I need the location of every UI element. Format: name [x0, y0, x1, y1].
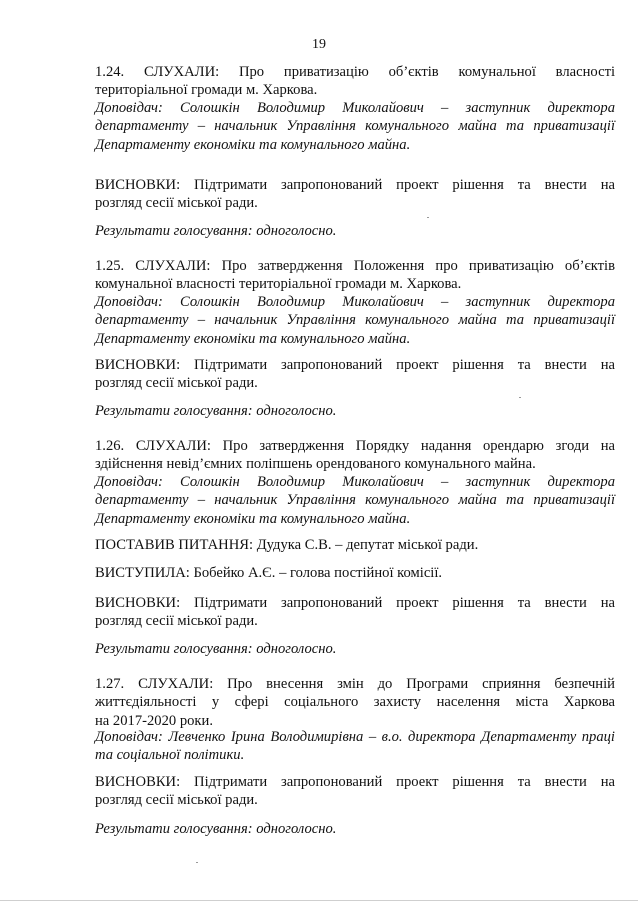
heard-paragraph-1-24 [95, 63, 615, 100]
conclusions-paragraph-1-27 [95, 773, 615, 810]
text-line: 1.27. СЛУХАЛИ: Про внесення змін до Програми сприяння безпечній [95, 676, 615, 692]
text-line: територіальної громади м. Харкова. [95, 82, 318, 99]
text-line: здійснення невід’ємних поліпшень орендованого комунального майна. [95, 456, 536, 473]
conclusions-paragraph-1-24 [95, 176, 615, 213]
heard-paragraph-1-27 [95, 675, 615, 730]
speaker-paragraph-1-26 [95, 473, 615, 528]
scan-edge-line [0, 900, 638, 901]
text-line: Доповідач: Солошкін Володимир Миколайович – заступник директора [95, 474, 615, 490]
text-line: Департаменту економіки та комунального майна. [95, 330, 411, 347]
text-line: розгляд сесії міської ради. [95, 375, 258, 392]
text-line: розгляд сесії міської ради. [95, 792, 258, 809]
text-line: департаменту – начальник Управління комунального майна та приватизації [95, 118, 615, 135]
text-line: Результати голосування: одноголосно. [95, 641, 337, 657]
vote-result-1-25 [95, 402, 615, 420]
text-line: ВИСНОВКИ: Підтримати запропонований проект рішення та внести на [95, 357, 615, 373]
text-line: ВИСНОВКИ: Підтримати запропонований проект рішення та внести на [95, 774, 615, 790]
raised-question-1-26 [95, 536, 615, 554]
scan-speck [427, 217, 429, 218]
speaker-paragraph-1-27 [95, 728, 615, 765]
text-line: 1.24. СЛУХАЛИ: Про приватизацію об’єктів комунальної власності [95, 64, 615, 80]
text-line: Доповідач: Солошкін Володимир Миколайович – заступник директора [95, 100, 615, 116]
text-line: 1.26. СЛУХАЛИ: Про затвердження Порядку надання орендарю згоди на [95, 438, 615, 454]
text-line: Результати голосування: одноголосно. [95, 403, 337, 419]
text-line: ВИСНОВКИ: Підтримати запропонований проект рішення та внести на [95, 595, 615, 611]
text-line: Результати голосування: одноголосно. [95, 223, 337, 239]
text-line: ВИСНОВКИ: Підтримати запропонований проект рішення та внести на [95, 177, 615, 193]
heard-paragraph-1-26 [95, 437, 615, 474]
text-line: комунальної власності територіальної громади м. Харкова. [95, 276, 462, 293]
text-line: розгляд сесії міської ради. [95, 195, 258, 212]
vote-result-1-24 [95, 222, 615, 240]
speaker-paragraph-1-24 [95, 99, 615, 154]
spoke-1-26 [95, 564, 615, 582]
text-line: та соціальної політики. [95, 747, 245, 764]
text-line: Департаменту економіки та комунального майна. [95, 136, 411, 153]
conclusions-paragraph-1-26 [95, 594, 615, 631]
text-line: 1.25. СЛУХАЛИ: Про затвердження Положення про приватизацію об’єктів [95, 258, 615, 274]
text-line: ВИСТУПИЛА: Бобейко А.Є. – голова постійної комісії. [95, 565, 443, 581]
scan-speck [196, 862, 198, 863]
scan-speck [519, 397, 521, 398]
text-line: Доповідач: Солошкін Володимир Миколайович – заступник директора [95, 294, 615, 310]
vote-result-1-27 [95, 820, 615, 838]
text-line: Результати голосування: одноголосно. [95, 821, 337, 837]
text-line: ПОСТАВИВ ПИТАННЯ: Дудука С.В. – депутат міської ради. [95, 537, 479, 553]
text-line: департаменту – начальник Управління комунального майна та приватизації [95, 492, 615, 509]
text-line: Департаменту економіки та комунального майна. [95, 510, 411, 527]
heard-paragraph-1-25 [95, 257, 615, 294]
text-line: департаменту – начальник Управління комунального майна та приватизації [95, 312, 615, 329]
text-line: життєдіяльності у сфері соціального захисту населення міста Харкова [95, 694, 615, 711]
text-line: на 2017-2020 роки. [95, 712, 213, 729]
conclusions-paragraph-1-25 [95, 356, 615, 393]
vote-result-1-26 [95, 640, 615, 658]
text-line: Доповідач: Левченко Ірина Володимирівна – в.о. директора Департаменту праці [95, 729, 615, 745]
page-number: 19 [312, 37, 326, 52]
speaker-paragraph-1-25 [95, 293, 615, 348]
text-line: розгляд сесії міської ради. [95, 613, 258, 630]
